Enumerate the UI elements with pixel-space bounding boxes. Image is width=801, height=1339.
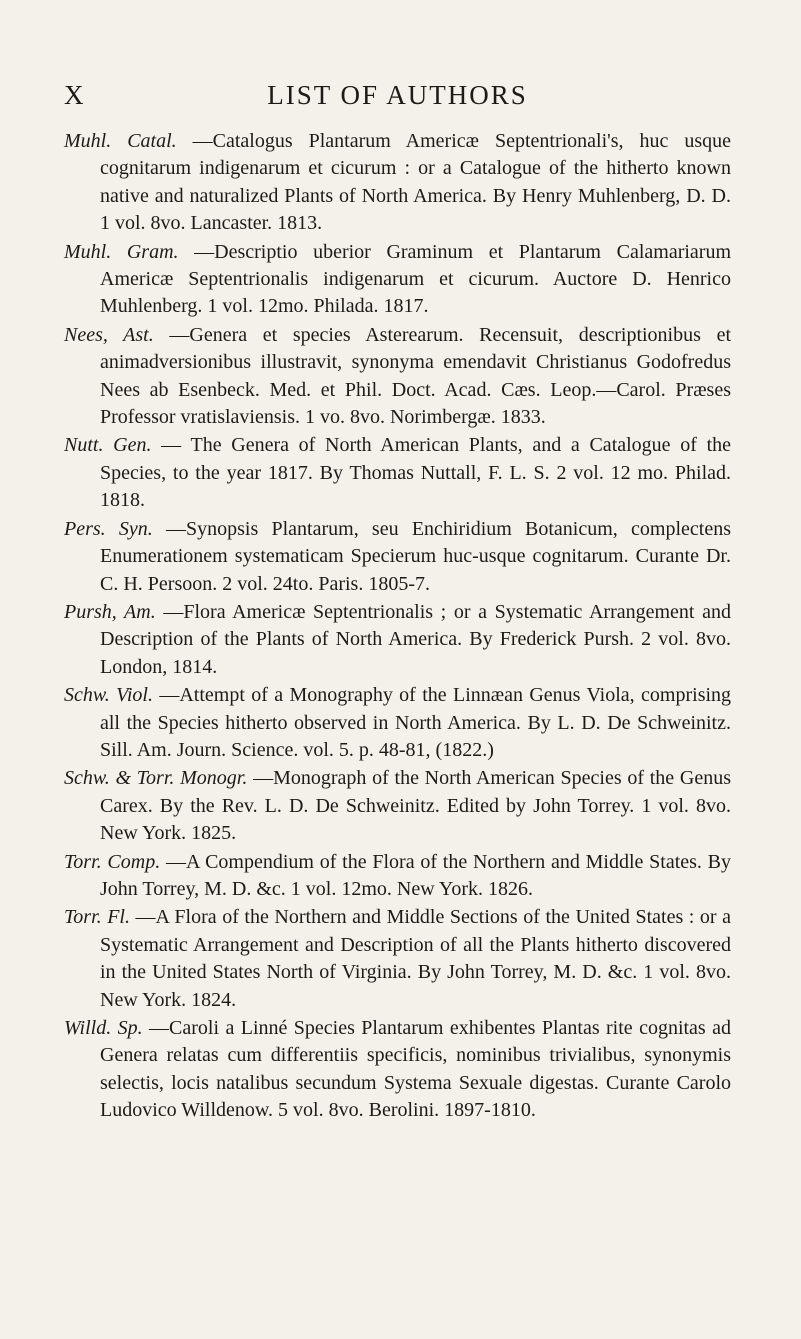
author-entry [64,1015,731,1125]
author-entry [64,516,731,598]
entry-text: —A Flora of the Northern and Middle Sections of the United States : or a Systematic Arrangement and Description of all the Plants hitherto discovered in the United States North of Virginia. By John Torrey, M. D. &c. 1 vol. 8vo. New York. 1824. [100,906,731,1011]
entry-text: —Attempt of a Monography of the Linnæan Genus Viola, comprising all the Species hitherto observed in North America. By L. D. De Schweinitz. Sill. Am. Journ. Science. vol. 5. p. 48-81, (1822.) [100,684,732,761]
page-header [64,80,731,110]
author-entry [64,128,731,238]
entry-abbreviation: Pers. Syn. [64,517,153,540]
entry-abbreviation: Torr. Fl. [64,906,130,929]
author-entry [64,599,731,681]
author-entry [64,765,731,847]
entry-abbreviation: Willd. Sp. [64,1017,143,1039]
entry-text: — The Genera of North American Plants, and a Catalogue of the Species, to the year 1817. By Thomas Nuttall, F. L. S. 2 vol. 12 mo. Philad. 1818. [100,434,732,512]
author-entry [64,849,731,904]
entry-text: —Caroli a Linné Species Plantarum exhibentes Plantas rite cognitas ad Genera relatas cum differentiis specificis, nominibus trivialibus, synonymis selectis, locis natalibus secundum Systema Sexuale digestas. Curante Carolo Ludovico Willdenow. 5 vol. 8vo. Berolini. 1897-1810. [100,1017,731,1122]
entry-abbreviation: Schw. Viol. [64,684,153,707]
entry-text: —Genera et species Asterearum. Recensuit, descriptionibus et animadversionibus illustravit, synonyma emendavit Christianus Godofredus Nees ab Esenbeck. Med. et Phil. Doct. Acad. Cæs. Leop.—Carol. Præses Professor vratislaviensis. 1 vo. 8vo. Norimbergæ. 1833. [100,323,731,429]
author-entry [64,322,731,432]
entry-text: —Catalogus Plantarum Americæ Septentrionali's, huc usque cognitarum indigenarum et cicurum : or a Catalogue of the hitherto known native and naturalized Plants of North America. By Henry Muhlenberg, D. D. 1 vol. 8vo. Lancaster. 1813. [100,130,732,235]
entry-abbreviation: Nees, Ast. [64,323,154,346]
author-entry [64,239,731,321]
entry-abbreviation: Muhl. Gram. [64,240,179,263]
page-number: X [64,80,85,110]
entry-abbreviation: Torr. Comp. [64,850,161,873]
entry-abbreviation: Nutt. Gen. [64,434,152,457]
author-list [64,128,731,1126]
entry-text: —Monograph of the North American Species of the Genus Carex. By the Rev. L. D. De Schweinitz. Edited by John Torrey. 1 vol. 8vo. New York. 1825. [100,767,732,845]
entry-text: —Descriptio uberior Graminum et Plantarum Calamariarum Americæ Septentrionalis indigenarum et cicurum. Auctore D. Henrico Muhlenberg. 1 vol. 12mo. Philada. 1817. [100,240,732,318]
entry-text: —Synopsis Plantarum, seu Enchiridium Botanicum, complectens Enumerationem systematicam Specierum huc-usque cognitarum. Curante Dr. C. H. Persoon. 2 vol. 24to. Paris. 1805-7. [100,517,731,595]
author-entry [64,682,731,764]
entry-text: —Flora Americæ Septentrionalis ; or a Systematic Arrangement and Description of the Plants of North America. By Frederick Pursh. 2 vol. 8vo. London, 1814. [100,600,731,678]
entry-text: —A Compendium of the Flora of the Northern and Middle States. By John Torrey, M. D. &c. 1 vol. 12mo. New York. 1826. [100,850,732,900]
author-entry [64,904,731,1014]
entry-abbreviation: Muhl. Catal. [64,130,177,152]
entry-abbreviation: Schw. & Torr. Monogr. [64,767,248,790]
running-title: LIST OF AUTHORS [267,80,528,110]
entry-abbreviation: Pursh, Am. [64,600,156,623]
author-entry [64,432,731,514]
